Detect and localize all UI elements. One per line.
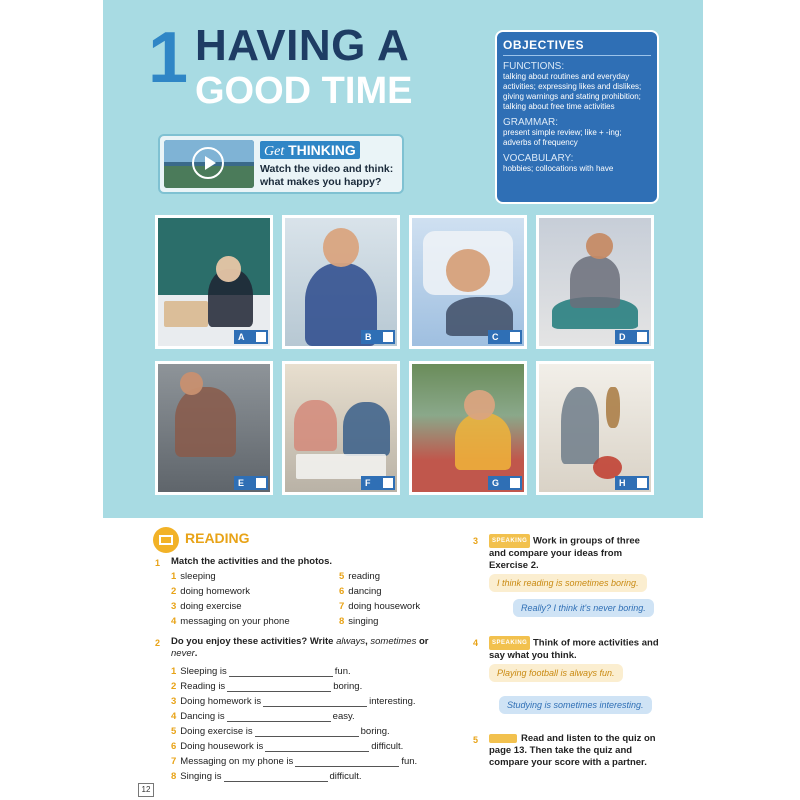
answer-box-g[interactable] (510, 478, 520, 488)
ex1-instruction: Match the activities and the photos. (171, 556, 332, 567)
photo-label-g: G (488, 476, 522, 490)
answer-box-b[interactable] (383, 332, 393, 342)
ex1-item: 2 doing homework (171, 586, 251, 597)
functions-text: talking about routines and everyday activities; expressing likes and dislikes; giving warnings and stating prohibition; talking about free time activities (503, 72, 642, 111)
unit-title-line1: HAVING A (195, 21, 410, 70)
audio-track-icon[interactable] (489, 734, 517, 743)
unit-number: 1 (148, 18, 189, 98)
photo-label-f: F (361, 476, 395, 490)
answer-blank[interactable] (265, 742, 369, 752)
answer-box-e[interactable] (256, 478, 266, 488)
speech-bubble: Playing football is always fun. (489, 664, 623, 682)
photo-label-d: D (615, 330, 649, 344)
ex4-number: 4 (473, 638, 479, 648)
photo-label-e: E (234, 476, 268, 490)
speech-bubble: Really? I think it's never boring. (513, 599, 654, 617)
ex2-item: 7 Messaging on my phone is fun. (171, 756, 418, 767)
ex5-number: 5 (473, 735, 479, 745)
get-thinking-text: Watch the video and think: what makes you happy? (260, 163, 394, 188)
answer-box-c[interactable] (510, 332, 520, 342)
answer-blank[interactable] (227, 682, 331, 692)
objectives-divider (503, 55, 651, 56)
ex2-item: 5 Doing exercise is boring. (171, 726, 390, 737)
ex2-instruction: Do you enjoy these activities? Write always, sometimes or never. (171, 636, 429, 659)
answer-blank[interactable] (229, 667, 333, 677)
unit-title-line2: GOOD TIME (195, 70, 413, 112)
ex1-item: 5 reading (339, 571, 380, 582)
photo-c (409, 215, 527, 349)
ex3-number: 3 (473, 536, 479, 546)
ex2-number: 2 (155, 638, 161, 648)
photo-label-c: C (488, 330, 522, 344)
ex5-instruction: Read and listen to the quiz on page 13. Then take the quiz and compare your score with a partner. (489, 733, 656, 768)
speaking-badge: SPEAKING (489, 636, 530, 650)
speech-bubble: I think reading is sometimes boring. (489, 574, 647, 592)
ex1-number: 1 (155, 558, 161, 568)
video-thumbnail[interactable] (164, 140, 254, 188)
objectives-title: OBJECTIVES (503, 38, 585, 52)
photo-g (409, 361, 527, 495)
answer-box-f[interactable] (383, 478, 393, 488)
answer-blank[interactable] (224, 772, 328, 782)
ex2-item: 8 Singing is difficult. (171, 771, 362, 782)
speech-bubble: Studying is sometimes interesting. (499, 696, 652, 714)
photo-f (282, 361, 400, 495)
photo-label-b: B (361, 330, 395, 344)
unit-header-panel (103, 0, 703, 518)
answer-blank[interactable] (255, 727, 359, 737)
grammar-heading: GRAMMAR: (503, 117, 558, 128)
ex2-item: 4 Dancing is easy. (171, 711, 355, 722)
ex1-item: 6 dancing (339, 586, 382, 597)
grammar-text: present simple review; like + -ing; adverbs of frequency (503, 128, 622, 147)
photo-e (155, 361, 273, 495)
ex2-item: 3 Doing homework is interesting. (171, 696, 416, 707)
get-thinking-box (158, 134, 404, 194)
answer-blank[interactable] (263, 697, 367, 707)
ex2-item: 2 Reading is boring. (171, 681, 363, 692)
play-icon[interactable] (192, 147, 224, 179)
ex1-item: 7 doing housework (339, 601, 421, 612)
answer-box-a[interactable] (256, 332, 266, 342)
ex1-item: 3 doing exercise (171, 601, 242, 612)
photo-label-h: H (615, 476, 649, 490)
answer-box-h[interactable] (637, 478, 647, 488)
ex2-item: 1 Sleeping is fun. (171, 666, 351, 677)
ex1-item: 8 singing (339, 616, 379, 627)
textbook-page (103, 0, 703, 800)
page-number: 12 (138, 783, 154, 797)
speaking-badge: SPEAKING (489, 534, 530, 548)
ex2-item: 6 Doing housework is difficult. (171, 741, 404, 752)
photo-d (536, 215, 654, 349)
objectives-box (495, 30, 659, 204)
photo-h (536, 361, 654, 495)
ex1-item: 1 sleeping (171, 571, 216, 582)
reading-title: READING (185, 530, 250, 546)
get-thinking-badge: Get THINKING (260, 141, 360, 159)
answer-blank[interactable] (295, 757, 399, 767)
vocabulary-text: hobbies; collocations with have (503, 164, 614, 173)
photo-label-a: A (234, 330, 268, 344)
photo-a (155, 215, 273, 349)
photo-b (282, 215, 400, 349)
vocabulary-heading: VOCABULARY: (503, 153, 574, 164)
ex1-item: 4 messaging on your phone (171, 616, 290, 627)
answer-blank[interactable] (227, 712, 331, 722)
answer-box-d[interactable] (637, 332, 647, 342)
ex3-instruction: SPEAKING Work in groups of three and compare your ideas from Exercise 2. (489, 535, 640, 571)
functions-heading: FUNCTIONS: (503, 61, 565, 72)
ex4-instruction: SPEAKING Think of more activities and say what you think. (489, 637, 659, 661)
book-icon (153, 527, 179, 553)
